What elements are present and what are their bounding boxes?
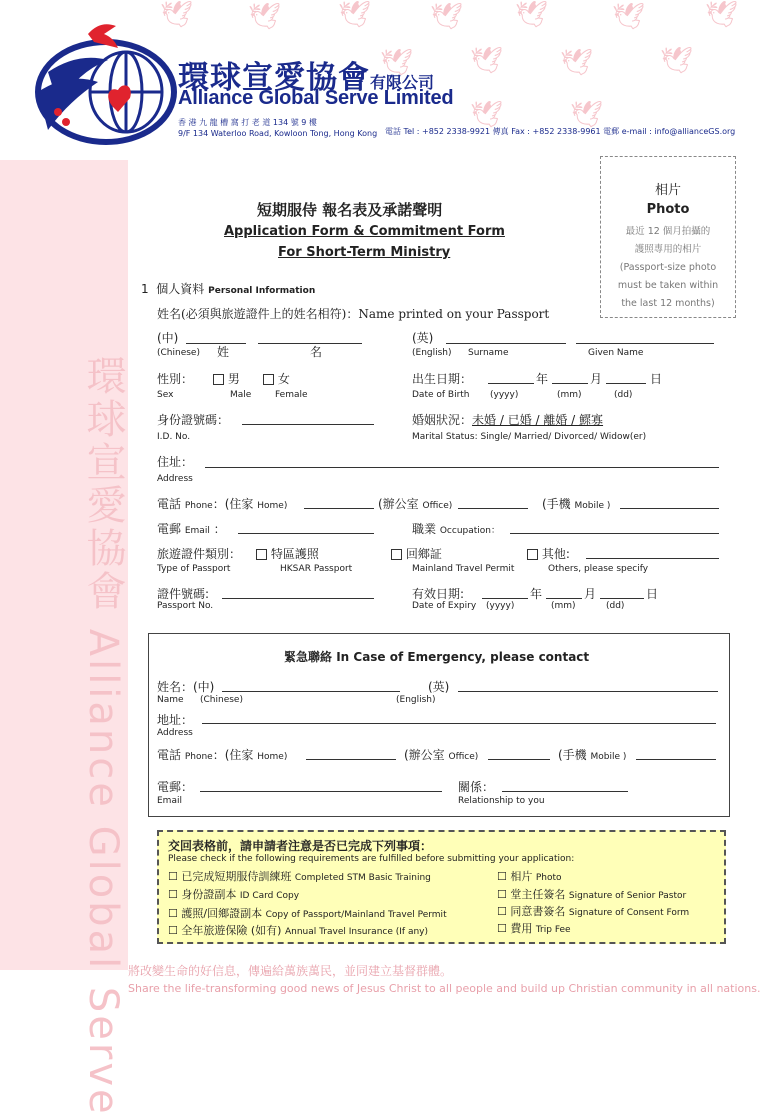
address-label-cn: 住址： — [157, 455, 194, 469]
cn-label: (中) — [157, 331, 179, 345]
dove-icon: 🕊 — [338, 0, 372, 30]
passport-type-label: Type of Passport — [157, 564, 231, 574]
yyyy-label: (yyyy) — [490, 390, 519, 400]
dove-icon: 🕊 — [612, 2, 646, 32]
exp-year-cn: 年 — [530, 587, 543, 601]
emg-chinese-label: (Chinese) — [200, 695, 243, 705]
checkbox-icon: ☐ — [497, 905, 507, 918]
emg-phone-row: 電話 Phone：(住家 Home) — [157, 748, 288, 762]
occupation-label: 職業 Occupation： — [412, 522, 500, 536]
dove-icon: 🕊 — [705, 0, 739, 30]
emg-office-phone-field[interactable] — [488, 759, 550, 760]
emg-home-phone-field[interactable] — [306, 759, 396, 760]
footer-en: Share the life-transforming good news of Jesus Christ to all people and build up Christian community in all nations. — [128, 982, 761, 995]
expiry-year-field[interactable] — [482, 598, 528, 599]
male-label: Male — [230, 390, 252, 400]
checkbox-icon: ☐ — [168, 924, 178, 937]
checklist-item-consent-signature[interactable]: ☐ 同意書簽名 Signature of Consent Form — [497, 905, 690, 918]
form-subtitle-en: For Short-Term Ministry — [278, 245, 451, 260]
dob-label-cn: 出生日期： — [412, 372, 473, 386]
org-name-en: Alliance Global Serve Limited — [178, 87, 454, 109]
female-checkbox[interactable]: 女 — [263, 370, 290, 387]
checklist-item-id-copy[interactable]: ☐ 身份證副本 ID Card Copy — [168, 888, 300, 901]
checkbox-icon: ☐ — [168, 870, 178, 883]
checklist-item-insurance[interactable]: ☐ 全年旅遊保險 (如有) Annual Travel Insurance (If any) — [168, 924, 428, 937]
emg-email-label-cn: 電郵： — [157, 780, 194, 794]
emg-mobile-phone-field[interactable] — [636, 759, 716, 760]
checkbox-icon — [391, 549, 402, 560]
checklist-item-passport-copy[interactable]: ☐ 護照/回鄉證副本 Copy of Passport/Mainland Travel Permit — [168, 907, 447, 920]
checkbox-icon: ☐ — [168, 907, 178, 920]
phone-row: 電話 Phone：(住家 Home) — [157, 497, 288, 511]
office-label: (辦公室 Office) — [378, 497, 453, 511]
contact-line: 電話 Tel : +852 2338-9921 傳真 Fax : +852 2338-9961 電郵 e-mail : info@allianceGS.org — [385, 127, 736, 136]
given-name-label: Given Name — [588, 348, 644, 358]
mobile-label: (手機 Mobile ) — [542, 497, 611, 511]
emg-name-en-field[interactable] — [458, 691, 718, 692]
emg-relation-label: Relationship to you — [458, 796, 545, 806]
dove-icon: 🕊 — [470, 100, 504, 130]
dove-icon: 🕊 — [660, 46, 694, 76]
checklist-heading-cn: 交回表格前，請申請者注意是否已完成下列事項： — [168, 839, 433, 853]
section-personal-heading: 1 個人資料 Personal Information — [141, 282, 316, 296]
checklist-heading-en: Please check if the following requirements are fulfilled before submitting your application: — [168, 854, 575, 864]
chinese-label: (Chinese) — [157, 348, 200, 358]
dove-icon: 🕊 — [248, 2, 282, 32]
mm-label: (mm) — [557, 390, 582, 400]
emg-name-label: Name — [157, 695, 184, 705]
checkbox-icon — [213, 374, 224, 385]
female-label: Female — [275, 390, 308, 400]
dob-year-field[interactable] — [488, 383, 534, 384]
email-label-cn: 電郵 Email ： — [157, 522, 226, 536]
surname-cn-field[interactable] — [186, 343, 246, 344]
surname-en-field[interactable] — [446, 343, 566, 344]
exp-month-cn: 月 — [584, 587, 597, 601]
office-phone-field[interactable] — [458, 508, 528, 509]
checkbox-icon — [263, 374, 274, 385]
name-prompt: 姓名(必須與旅遊證件上的姓名相符)：Name printed on your Passport — [157, 307, 550, 321]
mobile-phone-field[interactable] — [620, 508, 719, 509]
sex-label-cn: 性別： — [157, 372, 194, 386]
doc-no-field[interactable] — [222, 598, 374, 599]
exp-mm-label: (mm) — [551, 601, 576, 611]
other-label: Others, please specify — [548, 564, 649, 574]
emg-relation-field[interactable] — [502, 791, 628, 792]
emg-mobile-label: (手機 Mobile ) — [558, 748, 627, 762]
emg-address-label: Address — [157, 728, 193, 738]
emg-email-label: Email — [157, 796, 182, 806]
expiry-day-field[interactable] — [600, 598, 644, 599]
id-label-cn: 身份證號碼： — [157, 413, 230, 427]
photo-note: 最近 12 個月拍攝的 護照專用的相片 (Passport-size photo must be taken within the last 12 months) — [617, 226, 719, 309]
other-checkbox[interactable]: 其他: — [527, 545, 570, 562]
emg-address-field[interactable] — [202, 723, 716, 724]
expiry-label: Date of Expiry — [412, 601, 477, 611]
sex-label: Sex — [157, 390, 174, 400]
checkbox-icon — [527, 549, 538, 560]
checklist-item-pastor-signature[interactable]: ☐ 堂主任簽名 Signature of Senior Pastor — [497, 888, 687, 901]
emg-office-label: (辦公室 Office) — [404, 748, 479, 762]
day-cn: 日 — [650, 372, 663, 386]
dd-label: (dd) — [614, 390, 633, 400]
marital-label: Marital Status: Single/ Married/ Divorced/ Widow(er) — [412, 432, 647, 442]
exp-dd-label: (dd) — [606, 601, 625, 611]
dove-icon: 🕊 — [570, 100, 604, 130]
emg-name-label-cn: 姓名：(中) — [157, 680, 215, 694]
year-cn: 年 — [536, 372, 549, 386]
checkbox-icon: ☐ — [168, 888, 178, 901]
surname-cn-label: 姓 — [217, 345, 230, 359]
expiry-month-field[interactable] — [546, 598, 582, 599]
form-title-en: Application Form & Commitment Form — [224, 224, 505, 239]
dove-icon: 🕊 — [380, 48, 414, 78]
checklist-item-training[interactable]: ☐ 已完成短期服侍訓練班 Completed STM Basic Training — [168, 870, 431, 883]
given-cn-label: 名 — [310, 345, 323, 359]
exp-day-cn: 日 — [646, 587, 659, 601]
photo-title-en: Photo — [646, 202, 690, 217]
dove-icon: 🕊 — [430, 2, 464, 32]
surname-label: Surname — [468, 348, 509, 358]
footer-cn: 將改變生命的好信息，傳遍給萬族萬民，並同建立基督群體。 — [128, 964, 453, 978]
permit-label: Mainland Travel Permit — [412, 564, 515, 574]
vertical-watermark: 環球宣愛協會 Alliance Global Serve — [80, 355, 126, 1117]
en-label: (英) — [412, 331, 434, 345]
emg-english-label: (English) — [396, 695, 436, 705]
dove-icon: 🕊 — [470, 46, 504, 76]
doc-no-label-cn: 證件號碼: — [157, 587, 210, 601]
id-field[interactable] — [242, 424, 374, 425]
dob-day-field[interactable] — [606, 383, 646, 384]
checklist-item-trip-fee[interactable]: ☐ 費用 Trip Fee — [497, 922, 571, 935]
passport-type-label-cn: 旅遊證件類別： — [157, 547, 242, 561]
male-checkbox[interactable]: 男 — [213, 370, 240, 387]
emg-en-label: (英) — [428, 680, 450, 694]
emg-email-field[interactable] — [200, 791, 442, 792]
other-field[interactable] — [586, 558, 719, 559]
checklist-item-photo[interactable]: ☐ 相片 Photo — [497, 870, 562, 883]
form-title-cn: 短期服侍 報名表及承諾聲明 — [257, 201, 443, 219]
dob-month-field[interactable] — [552, 383, 588, 384]
photo-box[interactable] — [600, 156, 736, 318]
dob-label: Date of Birth — [412, 390, 470, 400]
hksar-label: HKSAR Passport — [280, 564, 353, 574]
marital-cn[interactable]: 婚姻狀況：未婚 / 已婚 / 離婚 / 鰥寡 — [412, 413, 604, 427]
org-name-cn: 環球宣愛協會有限公司 — [178, 60, 435, 96]
checkbox-icon: ☐ — [497, 870, 507, 883]
checkbox-icon — [256, 549, 267, 560]
emg-address-label-cn: 地址： — [157, 713, 194, 727]
exp-yyyy-label: (yyyy) — [486, 601, 515, 611]
photo-title-cn: 相片 — [654, 183, 681, 198]
home-phone-field[interactable] — [304, 508, 374, 509]
month-cn: 月 — [590, 372, 603, 386]
hksar-checkbox[interactable]: 特區護照 — [256, 545, 319, 562]
doc-no-label: Passport No. — [157, 601, 214, 611]
email-field[interactable] — [238, 533, 374, 534]
permit-checkbox[interactable]: 回鄉証 — [391, 545, 442, 562]
occupation-field[interactable] — [510, 533, 719, 534]
emg-name-cn-field[interactable] — [222, 691, 400, 692]
given-en-field[interactable] — [576, 343, 714, 344]
address-label: Address — [157, 474, 193, 484]
id-label: I.D. No. — [157, 432, 191, 442]
dove-icon: 🕊 — [160, 0, 194, 30]
address-cn: 香 港 九 龍 槽 窩 打 老 道 134 號 9 樓 — [178, 118, 317, 127]
checkbox-icon: ☐ — [497, 922, 507, 935]
dove-icon: 🕊 — [560, 48, 594, 78]
checkbox-icon: ☐ — [497, 888, 507, 901]
address-en: 9/F 134 Waterloo Road, Kowloon Tong, Hong Kong — [178, 129, 378, 138]
emergency-heading: 緊急聯絡 In Case of Emergency, please contact — [284, 650, 590, 664]
address-field[interactable] — [205, 467, 719, 468]
expiry-label-cn: 有效日期: — [412, 587, 465, 601]
emg-relation-label-cn: 關係： — [458, 780, 495, 794]
globe-logo-icon — [18, 12, 178, 152]
dove-icon: 🕊 — [515, 0, 549, 30]
english-label: (English) — [412, 348, 452, 358]
